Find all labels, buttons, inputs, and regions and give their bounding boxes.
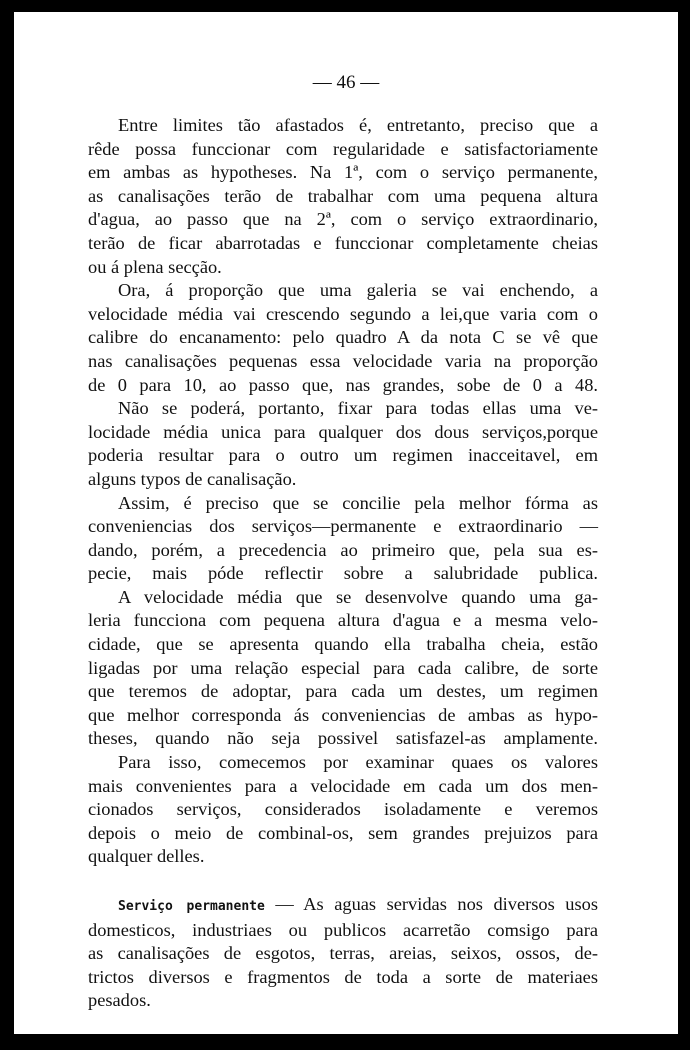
text-line: alguns typos de canalisação. bbox=[88, 468, 297, 489]
text-line: qualquer delles. bbox=[88, 846, 205, 867]
text-line: que melhor corresponda ás conveniencias de ambas as hypo- bbox=[88, 704, 598, 725]
text-line: ligadas por uma relação especial para cada calibre, de sorte bbox=[88, 657, 598, 678]
text-line: poderia resultar para o outro um regimen inacceitavel, em bbox=[88, 445, 598, 466]
paragraph-3 bbox=[88, 397, 598, 491]
text-line: Entre limites tão afastados é, entretanto, preciso que a bbox=[118, 115, 598, 135]
text-line: Assim, é preciso que se concilie pela melhor fórma as bbox=[118, 492, 598, 513]
section-heading: Serviço permanente bbox=[118, 899, 265, 914]
section-spacer bbox=[88, 869, 598, 893]
text-line: Ora, á proporção que uma galeria se vai enchendo, a bbox=[118, 280, 598, 301]
section-servico-permanente bbox=[88, 893, 598, 1013]
paragraph-1 bbox=[88, 114, 598, 279]
text-line: cidade, que se apresenta quando ella trabalha cheia, estão bbox=[88, 634, 598, 655]
text-line: depois o meio de combinal-os, sem grandes prejuizos para bbox=[88, 822, 598, 843]
text-line: trictos diversos e fragmentos de toda a sorte de materiaes bbox=[88, 966, 598, 987]
text-line: que teremos de adoptar, para cada um destes, um regimen bbox=[88, 681, 598, 702]
text-line: de 0 para 10, ao passo que, nas grandes, sobe de 0 a 48. bbox=[88, 374, 598, 395]
text-line: d'agua, ao passo que na 2ª, com o serviço extraordinario, bbox=[88, 209, 598, 230]
paragraph-2 bbox=[88, 279, 598, 397]
text-line: as canalisações terão de trabalhar com uma pequena altura bbox=[88, 185, 598, 206]
text-line: pesados. bbox=[88, 990, 151, 1011]
text-line: velocidade média vai crescendo segundo a lei,que varia com o bbox=[88, 303, 598, 324]
text-line: domesticos, industriaes ou publicos acarretão comsigo para bbox=[88, 919, 598, 940]
body-text bbox=[88, 114, 598, 1013]
heading-dash: — bbox=[264, 894, 304, 914]
text-line: nas canalisações pequenas essa velocidade varia na proporção bbox=[88, 350, 598, 371]
text-line: conveniencias dos serviços—permanente e extraordinario — bbox=[88, 516, 598, 537]
section-first-line: As aguas servidas nos diversos usos bbox=[303, 894, 598, 914]
paragraph-5 bbox=[88, 586, 598, 751]
text-line: calibre do encanamento: pelo quadro A da nota C se vê que bbox=[88, 327, 598, 348]
page-number: — 46 — bbox=[312, 72, 380, 93]
text-line bbox=[88, 893, 598, 919]
text-line: dando, porém, a precedencia ao primeiro que, pela sua es- bbox=[88, 539, 598, 560]
text-line: A velocidade média que se desenvolve quando uma ga- bbox=[118, 586, 598, 607]
book-page bbox=[14, 12, 678, 1034]
text-line: Para isso, comecemos por examinar quaes os valores bbox=[118, 752, 598, 773]
text-line: rêde possa funccionar com regularidade e satisfactoriamente bbox=[88, 138, 598, 159]
text-line: locidade média unica para qualquer dos dous serviços,porque bbox=[88, 421, 598, 442]
paragraph-6 bbox=[88, 751, 598, 869]
text-line: ou á plena secção. bbox=[88, 256, 222, 277]
text-line: theses, quando não seja possivel satisfazel-as amplamente. bbox=[88, 728, 598, 749]
text-line: pecie, mais póde reflectir sobre a salubridade publica. bbox=[88, 563, 598, 584]
paragraph-4 bbox=[88, 492, 598, 586]
text-line: mais convenientes para a velocidade em cada um dos men- bbox=[88, 775, 598, 796]
text-line: Não se poderá, portanto, fixar para todas ellas uma ve- bbox=[118, 398, 598, 419]
text-line: as canalisações de esgotos, terras, areias, seixos, ossos, de- bbox=[88, 943, 598, 964]
text-line: em ambas as hypotheses. Na 1ª, com o serviço permanente, bbox=[88, 162, 598, 183]
text-line: cionados serviços, considerados isoladamente e veremos bbox=[88, 799, 598, 820]
text-line: terão de ficar abarrotadas e funccionar completamente cheias bbox=[88, 232, 598, 253]
text-line: leria funcciona com pequena altura d'agua e a mesma velo- bbox=[88, 610, 598, 631]
